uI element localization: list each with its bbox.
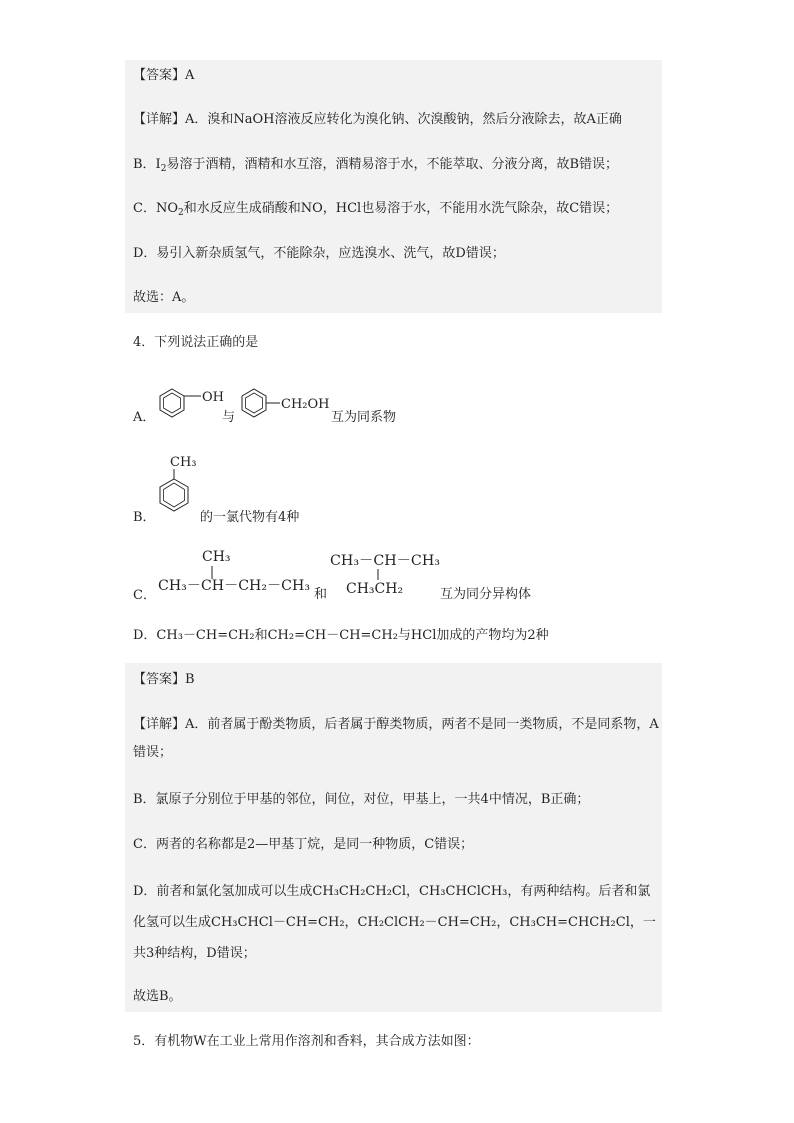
option-d-text: D．CH₃－CH=CH₂和CH₂=CH－CH=CH₂与HCl加成的产物均为2种 [133, 628, 549, 643]
answer-label: 【答案】A [133, 68, 195, 83]
option-a-label: A． [133, 410, 156, 425]
c-mol1-top: CH₃ [202, 549, 231, 565]
isopentane-structure-1 [156, 545, 316, 601]
option-b-text: 的一氯代物有4种 [200, 510, 300, 525]
question-5-stem: 5．有机物W在工业上常用作溶剂和香料，其合成方法如图： [133, 1034, 480, 1049]
detail-option-c: C．$NO_2$和水反应生成硝酸和NO，HCl也易溶于水，不能用水洗气除杂，故C错误； [133, 201, 619, 218]
option-a-text: 互为同系物 [331, 410, 397, 425]
answer-choice: 故选B。 [133, 989, 182, 1004]
detail-option-c: C．两者的名称都是2—甲基丁烷，是同一种物质，C错误； [133, 837, 474, 852]
answer-choice: 故选：A。 [133, 290, 195, 305]
benzyl-group-label: CH₂OH [281, 397, 330, 412]
detail-option-d: D．前者和氯化氢加成可以生成CH₃CH₂CH₂Cl，CH₃CHClCH₃，有两种结构。后者和氯化氢可以生成CH₃CHCl－CH=CH₂，CH₂ClCH₂－CH=CH₂，CH₃CH=CHCH₂Cl，一共3种结构，D错误； [133, 884, 656, 961]
phenol-structure [156, 385, 226, 421]
detail-option-a: 【详解】A．前者属于酚类物质，后者属于醇类物质，两者不是同一类物质，不是同系物，A错误； [133, 717, 659, 760]
c-mol1-main: CH₃－CH－CH₂－CH₃ [158, 578, 310, 594]
benzyl-alcohol-structure [238, 385, 338, 421]
option-a-connector: 与 [222, 410, 236, 425]
isopentane-structure-2 [330, 549, 445, 601]
toluene-group-label: CH₃ [170, 455, 197, 470]
answer-block-q3 [125, 60, 662, 313]
option-b-label: B． [133, 510, 156, 525]
c-mol2-top: CH₃－CH－CH₃ [330, 553, 440, 569]
detail-option-b: B．$I_2$易溶于酒精，酒精和水互溶，酒精易溶于水，不能萃取、分液分离，故B错误； [133, 157, 618, 174]
answer-label: 【答案】B [133, 672, 195, 687]
option-c-connector: 和 [314, 587, 328, 602]
detail-option-b: B．氯原子分别位于甲基的邻位，间位，对位，甲基上，一共4中情况，B正确； [133, 792, 590, 807]
option-c-text: 互为同分异构体 [440, 587, 532, 602]
option-c-label: C． [133, 588, 156, 603]
question-4-stem: 4．下列说法正确的是 [133, 335, 259, 350]
phenol-group-label: OH [202, 390, 224, 405]
c-mol2-bottom: CH₃CH₂ [346, 581, 404, 597]
detail-option-a: 【详解】A．溴和NaOH溶液反应转化为溴化钠、次溴酸钠，然后分液除去，故A正确 [133, 112, 622, 127]
toluene-structure [156, 452, 206, 524]
detail-option-d: D．易引入新杂质氢气，不能除杂，应选溴水、洗气，故D错误； [133, 246, 505, 261]
